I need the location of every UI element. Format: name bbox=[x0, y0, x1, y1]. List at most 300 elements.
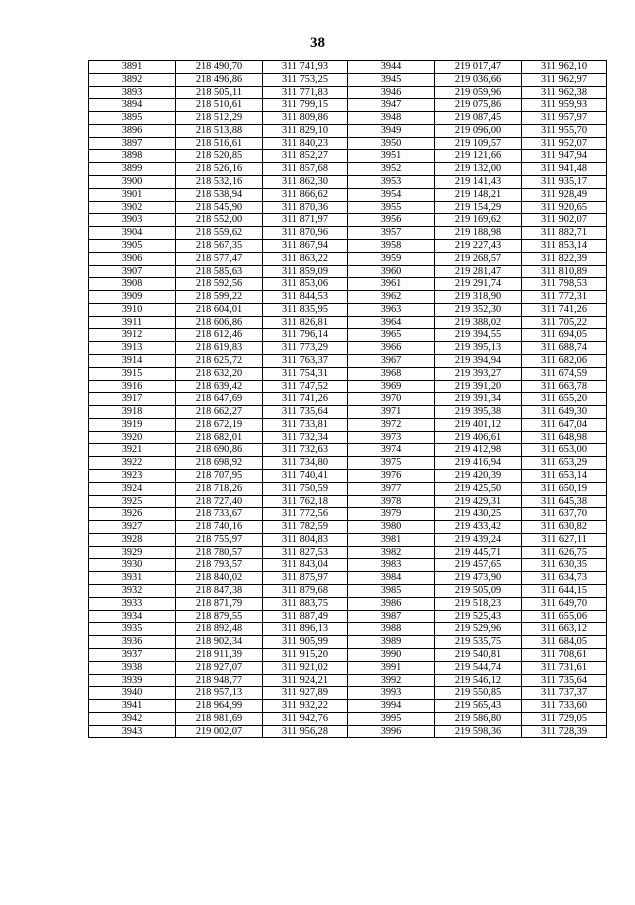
table-row bbox=[89, 188, 607, 201]
x-coordinate-cell: 219 132,00 bbox=[435, 163, 522, 176]
x-coordinate-cell: 218 690,86 bbox=[176, 444, 263, 457]
point-number-cell: 3942 bbox=[89, 712, 176, 725]
point-number-cell: 3949 bbox=[348, 124, 435, 137]
x-coordinate-cell: 219 565,43 bbox=[435, 700, 522, 713]
table-row bbox=[89, 227, 607, 240]
y-coordinate-cell: 311 859,09 bbox=[263, 265, 348, 278]
y-coordinate-cell: 311 962,10 bbox=[522, 61, 607, 74]
table-row bbox=[89, 252, 607, 265]
x-coordinate-cell: 218 639,42 bbox=[176, 380, 263, 393]
table-row bbox=[89, 431, 607, 444]
point-number-cell: 3910 bbox=[89, 303, 176, 316]
x-coordinate-cell: 219 457,65 bbox=[435, 559, 522, 572]
table-row bbox=[89, 687, 607, 700]
x-coordinate-cell: 219 473,90 bbox=[435, 572, 522, 585]
point-number-cell: 3900 bbox=[89, 176, 176, 189]
point-number-cell: 3928 bbox=[89, 533, 176, 546]
y-coordinate-cell: 311 962,38 bbox=[522, 86, 607, 99]
x-coordinate-cell: 218 510,61 bbox=[176, 99, 263, 112]
point-number-cell: 3895 bbox=[89, 112, 176, 125]
point-number-cell: 3980 bbox=[348, 521, 435, 534]
point-number-cell: 3982 bbox=[348, 546, 435, 559]
y-coordinate-cell: 311 694,05 bbox=[522, 329, 607, 342]
table-row bbox=[89, 725, 607, 738]
y-coordinate-cell: 311 866,62 bbox=[263, 188, 348, 201]
point-number-cell: 3937 bbox=[89, 648, 176, 661]
x-coordinate-cell: 219 406,61 bbox=[435, 431, 522, 444]
point-number-cell: 3931 bbox=[89, 572, 176, 585]
x-coordinate-cell: 219 420,39 bbox=[435, 470, 522, 483]
x-coordinate-cell: 219 109,57 bbox=[435, 137, 522, 150]
y-coordinate-cell: 311 649,30 bbox=[522, 406, 607, 419]
y-coordinate-cell: 311 753,25 bbox=[263, 73, 348, 86]
table-row bbox=[89, 150, 607, 163]
point-number-cell: 3918 bbox=[89, 406, 176, 419]
table-row bbox=[89, 508, 607, 521]
point-number-cell: 3938 bbox=[89, 661, 176, 674]
point-number-cell: 3963 bbox=[348, 303, 435, 316]
table-row bbox=[89, 124, 607, 137]
x-coordinate-cell: 218 662,27 bbox=[176, 406, 263, 419]
point-number-cell: 3933 bbox=[89, 597, 176, 610]
y-coordinate-cell: 311 810,89 bbox=[522, 265, 607, 278]
x-coordinate-cell: 218 682,01 bbox=[176, 431, 263, 444]
y-coordinate-cell: 311 772,56 bbox=[263, 508, 348, 521]
point-number-cell: 3969 bbox=[348, 380, 435, 393]
table-row bbox=[89, 86, 607, 99]
point-number-cell: 3898 bbox=[89, 150, 176, 163]
y-coordinate-cell: 311 782,59 bbox=[263, 521, 348, 534]
x-coordinate-cell: 218 559,62 bbox=[176, 227, 263, 240]
x-coordinate-cell: 218 599,22 bbox=[176, 291, 263, 304]
x-coordinate-cell: 218 964,99 bbox=[176, 700, 263, 713]
y-coordinate-cell: 311 649,70 bbox=[522, 597, 607, 610]
x-coordinate-cell: 218 577,47 bbox=[176, 252, 263, 265]
point-number-cell: 3929 bbox=[89, 546, 176, 559]
point-number-cell: 3961 bbox=[348, 278, 435, 291]
x-coordinate-cell: 219 525,43 bbox=[435, 610, 522, 623]
x-coordinate-cell: 218 718,26 bbox=[176, 482, 263, 495]
y-coordinate-cell: 311 645,38 bbox=[522, 495, 607, 508]
point-number-cell: 3941 bbox=[89, 700, 176, 713]
table-row bbox=[89, 712, 607, 725]
point-number-cell: 3904 bbox=[89, 227, 176, 240]
point-number-cell: 3936 bbox=[89, 636, 176, 649]
point-number-cell: 3903 bbox=[89, 214, 176, 227]
x-coordinate-cell: 218 490,70 bbox=[176, 61, 263, 74]
point-number-cell: 3986 bbox=[348, 597, 435, 610]
x-coordinate-cell: 218 957,13 bbox=[176, 687, 263, 700]
table-row bbox=[89, 444, 607, 457]
y-coordinate-cell: 311 763,37 bbox=[263, 354, 348, 367]
y-coordinate-cell: 311 655,20 bbox=[522, 393, 607, 406]
point-number-cell: 3944 bbox=[348, 61, 435, 74]
point-number-cell: 3992 bbox=[348, 674, 435, 687]
point-number-cell: 3977 bbox=[348, 482, 435, 495]
y-coordinate-cell: 311 663,12 bbox=[522, 623, 607, 636]
x-coordinate-cell: 219 518,23 bbox=[435, 597, 522, 610]
x-coordinate-cell: 218 902,34 bbox=[176, 636, 263, 649]
point-number-cell: 3943 bbox=[89, 725, 176, 738]
y-coordinate-cell: 311 708,61 bbox=[522, 648, 607, 661]
point-number-cell: 3974 bbox=[348, 444, 435, 457]
table-row bbox=[89, 316, 607, 329]
table-row bbox=[89, 303, 607, 316]
y-coordinate-cell: 311 870,36 bbox=[263, 201, 348, 214]
y-coordinate-cell: 311 870,96 bbox=[263, 227, 348, 240]
x-coordinate-cell: 218 780,57 bbox=[176, 546, 263, 559]
table-row bbox=[89, 354, 607, 367]
point-number-cell: 3957 bbox=[348, 227, 435, 240]
y-coordinate-cell: 311 896,13 bbox=[263, 623, 348, 636]
y-coordinate-cell: 311 735,64 bbox=[263, 406, 348, 419]
table-row bbox=[89, 546, 607, 559]
x-coordinate-cell: 218 847,38 bbox=[176, 585, 263, 598]
point-number-cell: 3915 bbox=[89, 367, 176, 380]
y-coordinate-cell: 311 729,05 bbox=[522, 712, 607, 725]
x-coordinate-cell: 218 755,97 bbox=[176, 533, 263, 546]
point-number-cell: 3965 bbox=[348, 329, 435, 342]
y-coordinate-cell: 311 773,29 bbox=[263, 342, 348, 355]
point-number-cell: 3932 bbox=[89, 585, 176, 598]
x-coordinate-cell: 219 598,36 bbox=[435, 725, 522, 738]
y-coordinate-cell: 311 798,53 bbox=[522, 278, 607, 291]
y-coordinate-cell: 311 835,95 bbox=[263, 303, 348, 316]
y-coordinate-cell: 311 799,15 bbox=[263, 99, 348, 112]
y-coordinate-cell: 311 942,76 bbox=[263, 712, 348, 725]
y-coordinate-cell: 311 747,52 bbox=[263, 380, 348, 393]
point-number-cell: 3893 bbox=[89, 86, 176, 99]
x-coordinate-cell: 219 169,62 bbox=[435, 214, 522, 227]
point-number-cell: 3973 bbox=[348, 431, 435, 444]
point-number-cell: 3950 bbox=[348, 137, 435, 150]
x-coordinate-cell: 219 141,43 bbox=[435, 176, 522, 189]
table-row bbox=[89, 623, 607, 636]
point-number-cell: 3914 bbox=[89, 354, 176, 367]
point-number-cell: 3892 bbox=[89, 73, 176, 86]
x-coordinate-cell: 219 401,12 bbox=[435, 418, 522, 431]
table-row bbox=[89, 470, 607, 483]
table-row bbox=[89, 73, 607, 86]
y-coordinate-cell: 311 853,06 bbox=[263, 278, 348, 291]
y-coordinate-cell: 311 732,34 bbox=[263, 431, 348, 444]
point-number-cell: 3902 bbox=[89, 201, 176, 214]
point-number-cell: 3911 bbox=[89, 316, 176, 329]
table-row bbox=[89, 329, 607, 342]
x-coordinate-cell: 218 513,88 bbox=[176, 124, 263, 137]
point-number-cell: 3981 bbox=[348, 533, 435, 546]
x-coordinate-cell: 219 148,21 bbox=[435, 188, 522, 201]
x-coordinate-cell: 218 567,35 bbox=[176, 239, 263, 252]
table-row bbox=[89, 278, 607, 291]
y-coordinate-cell: 311 956,28 bbox=[263, 725, 348, 738]
y-coordinate-cell: 311 882,71 bbox=[522, 227, 607, 240]
x-coordinate-cell: 219 544,74 bbox=[435, 661, 522, 674]
x-coordinate-cell: 219 154,29 bbox=[435, 201, 522, 214]
x-coordinate-cell: 218 672,19 bbox=[176, 418, 263, 431]
table-row bbox=[89, 559, 607, 572]
x-coordinate-cell: 218 619,83 bbox=[176, 342, 263, 355]
point-number-cell: 3995 bbox=[348, 712, 435, 725]
x-coordinate-cell: 219 121,66 bbox=[435, 150, 522, 163]
y-coordinate-cell: 311 750,59 bbox=[263, 482, 348, 495]
y-coordinate-cell: 311 941,48 bbox=[522, 163, 607, 176]
point-number-cell: 3966 bbox=[348, 342, 435, 355]
page-number: 38 bbox=[310, 35, 325, 51]
y-coordinate-cell: 311 737,37 bbox=[522, 687, 607, 700]
point-number-cell: 3947 bbox=[348, 99, 435, 112]
table-row bbox=[89, 495, 607, 508]
table-row bbox=[89, 661, 607, 674]
point-number-cell: 3946 bbox=[348, 86, 435, 99]
table-row bbox=[89, 163, 607, 176]
table-row bbox=[89, 61, 607, 74]
x-coordinate-cell: 219 429,31 bbox=[435, 495, 522, 508]
x-coordinate-cell: 218 532,16 bbox=[176, 176, 263, 189]
x-coordinate-cell: 219 540,81 bbox=[435, 648, 522, 661]
y-coordinate-cell: 311 920,65 bbox=[522, 201, 607, 214]
point-number-cell: 3968 bbox=[348, 367, 435, 380]
table-row bbox=[89, 342, 607, 355]
table-row bbox=[89, 648, 607, 661]
table-row bbox=[89, 393, 607, 406]
y-coordinate-cell: 311 826,81 bbox=[263, 316, 348, 329]
y-coordinate-cell: 311 840,23 bbox=[263, 137, 348, 150]
y-coordinate-cell: 311 822,39 bbox=[522, 252, 607, 265]
point-number-cell: 3979 bbox=[348, 508, 435, 521]
y-coordinate-cell: 311 732,63 bbox=[263, 444, 348, 457]
x-coordinate-cell: 218 592,56 bbox=[176, 278, 263, 291]
x-coordinate-cell: 219 291,74 bbox=[435, 278, 522, 291]
y-coordinate-cell: 311 637,70 bbox=[522, 508, 607, 521]
x-coordinate-cell: 219 586,80 bbox=[435, 712, 522, 725]
point-number-cell: 3935 bbox=[89, 623, 176, 636]
point-number-cell: 3916 bbox=[89, 380, 176, 393]
point-number-cell: 3922 bbox=[89, 457, 176, 470]
point-number-cell: 3994 bbox=[348, 700, 435, 713]
y-coordinate-cell: 311 754,31 bbox=[263, 367, 348, 380]
point-number-cell: 3901 bbox=[89, 188, 176, 201]
point-number-cell: 3921 bbox=[89, 444, 176, 457]
table-row bbox=[89, 636, 607, 649]
x-coordinate-cell: 218 927,07 bbox=[176, 661, 263, 674]
x-coordinate-cell: 219 439,24 bbox=[435, 533, 522, 546]
table-row bbox=[89, 99, 607, 112]
x-coordinate-cell: 219 416,94 bbox=[435, 457, 522, 470]
x-coordinate-cell: 218 612,46 bbox=[176, 329, 263, 342]
point-number-cell: 3962 bbox=[348, 291, 435, 304]
point-number-cell: 3905 bbox=[89, 239, 176, 252]
y-coordinate-cell: 311 857,68 bbox=[263, 163, 348, 176]
point-number-cell: 3956 bbox=[348, 214, 435, 227]
table-row bbox=[89, 214, 607, 227]
point-number-cell: 3939 bbox=[89, 674, 176, 687]
point-number-cell: 3930 bbox=[89, 559, 176, 572]
x-coordinate-cell: 219 268,57 bbox=[435, 252, 522, 265]
y-coordinate-cell: 311 741,26 bbox=[522, 303, 607, 316]
y-coordinate-cell: 311 650,19 bbox=[522, 482, 607, 495]
table-row bbox=[89, 176, 607, 189]
table-row bbox=[89, 265, 607, 278]
y-coordinate-cell: 311 867,94 bbox=[263, 239, 348, 252]
y-coordinate-cell: 311 927,89 bbox=[263, 687, 348, 700]
point-number-cell: 3934 bbox=[89, 610, 176, 623]
y-coordinate-cell: 311 809,86 bbox=[263, 112, 348, 125]
point-number-cell: 3908 bbox=[89, 278, 176, 291]
y-coordinate-cell: 311 902,07 bbox=[522, 214, 607, 227]
x-coordinate-cell: 219 388,02 bbox=[435, 316, 522, 329]
y-coordinate-cell: 311 924,21 bbox=[263, 674, 348, 687]
point-number-cell: 3897 bbox=[89, 137, 176, 150]
point-number-cell: 3993 bbox=[348, 687, 435, 700]
y-coordinate-cell: 311 653,14 bbox=[522, 470, 607, 483]
x-coordinate-cell: 219 412,98 bbox=[435, 444, 522, 457]
point-number-cell: 3985 bbox=[348, 585, 435, 598]
x-coordinate-cell: 218 840,02 bbox=[176, 572, 263, 585]
x-coordinate-cell: 219 425,50 bbox=[435, 482, 522, 495]
x-coordinate-cell: 218 516,61 bbox=[176, 137, 263, 150]
y-coordinate-cell: 311 655,06 bbox=[522, 610, 607, 623]
y-coordinate-cell: 311 796,14 bbox=[263, 329, 348, 342]
point-number-cell: 3913 bbox=[89, 342, 176, 355]
point-number-cell: 3971 bbox=[348, 406, 435, 419]
y-coordinate-cell: 311 871,97 bbox=[263, 214, 348, 227]
x-coordinate-cell: 219 433,42 bbox=[435, 521, 522, 534]
point-number-cell: 3967 bbox=[348, 354, 435, 367]
x-coordinate-cell: 219 281,47 bbox=[435, 265, 522, 278]
table-row bbox=[89, 521, 607, 534]
x-coordinate-cell: 219 096,00 bbox=[435, 124, 522, 137]
point-number-cell: 3987 bbox=[348, 610, 435, 623]
point-number-cell: 3952 bbox=[348, 163, 435, 176]
table-row bbox=[89, 112, 607, 125]
y-coordinate-cell: 311 688,74 bbox=[522, 342, 607, 355]
point-number-cell: 3960 bbox=[348, 265, 435, 278]
x-coordinate-cell: 218 892,48 bbox=[176, 623, 263, 636]
x-coordinate-cell: 218 727,40 bbox=[176, 495, 263, 508]
y-coordinate-cell: 311 734,80 bbox=[263, 457, 348, 470]
x-coordinate-cell: 219 352,30 bbox=[435, 303, 522, 316]
x-coordinate-cell: 218 793,57 bbox=[176, 559, 263, 572]
point-number-cell: 3925 bbox=[89, 495, 176, 508]
x-coordinate-cell: 218 625,72 bbox=[176, 354, 263, 367]
x-coordinate-cell: 219 394,94 bbox=[435, 354, 522, 367]
x-coordinate-cell: 219 395,38 bbox=[435, 406, 522, 419]
point-number-cell: 3917 bbox=[89, 393, 176, 406]
x-coordinate-cell: 218 552,00 bbox=[176, 214, 263, 227]
x-coordinate-cell: 218 698,92 bbox=[176, 457, 263, 470]
x-coordinate-cell: 219 529,96 bbox=[435, 623, 522, 636]
x-coordinate-cell: 219 535,75 bbox=[435, 636, 522, 649]
point-number-cell: 3984 bbox=[348, 572, 435, 585]
x-coordinate-cell: 219 391,20 bbox=[435, 380, 522, 393]
point-number-cell: 3988 bbox=[348, 623, 435, 636]
table-row bbox=[89, 482, 607, 495]
y-coordinate-cell: 311 921,02 bbox=[263, 661, 348, 674]
x-coordinate-cell: 219 017,47 bbox=[435, 61, 522, 74]
point-number-cell: 3906 bbox=[89, 252, 176, 265]
y-coordinate-cell: 311 674,59 bbox=[522, 367, 607, 380]
x-coordinate-cell: 219 227,43 bbox=[435, 239, 522, 252]
x-coordinate-cell: 218 911,39 bbox=[176, 648, 263, 661]
point-number-cell: 3945 bbox=[348, 73, 435, 86]
y-coordinate-cell: 311 647,04 bbox=[522, 418, 607, 431]
point-number-cell: 3899 bbox=[89, 163, 176, 176]
y-coordinate-cell: 311 741,26 bbox=[263, 393, 348, 406]
x-coordinate-cell: 219 391,34 bbox=[435, 393, 522, 406]
point-number-cell: 3953 bbox=[348, 176, 435, 189]
point-number-cell: 3955 bbox=[348, 201, 435, 214]
table-row bbox=[89, 418, 607, 431]
y-coordinate-cell: 311 928,49 bbox=[522, 188, 607, 201]
point-number-cell: 3907 bbox=[89, 265, 176, 278]
point-number-cell: 3894 bbox=[89, 99, 176, 112]
table-row bbox=[89, 597, 607, 610]
y-coordinate-cell: 311 630,82 bbox=[522, 521, 607, 534]
point-number-cell: 3912 bbox=[89, 329, 176, 342]
point-number-cell: 3958 bbox=[348, 239, 435, 252]
x-coordinate-cell: 218 512,29 bbox=[176, 112, 263, 125]
x-coordinate-cell: 219 394,55 bbox=[435, 329, 522, 342]
table-row bbox=[89, 137, 607, 150]
x-coordinate-cell: 219 546,12 bbox=[435, 674, 522, 687]
y-coordinate-cell: 311 733,81 bbox=[263, 418, 348, 431]
x-coordinate-cell: 219 505,09 bbox=[435, 585, 522, 598]
table-row bbox=[89, 572, 607, 585]
point-number-cell: 3891 bbox=[89, 61, 176, 74]
y-coordinate-cell: 311 959,93 bbox=[522, 99, 607, 112]
y-coordinate-cell: 311 653,00 bbox=[522, 444, 607, 457]
y-coordinate-cell: 311 962,97 bbox=[522, 73, 607, 86]
y-coordinate-cell: 311 952,07 bbox=[522, 137, 607, 150]
x-coordinate-cell: 219 002,07 bbox=[176, 725, 263, 738]
point-number-cell: 3976 bbox=[348, 470, 435, 483]
x-coordinate-cell: 219 188,98 bbox=[435, 227, 522, 240]
point-number-cell: 3926 bbox=[89, 508, 176, 521]
point-number-cell: 3920 bbox=[89, 431, 176, 444]
y-coordinate-cell: 311 728,39 bbox=[522, 725, 607, 738]
y-coordinate-cell: 311 648,98 bbox=[522, 431, 607, 444]
y-coordinate-cell: 311 875,97 bbox=[263, 572, 348, 585]
y-coordinate-cell: 311 879,68 bbox=[263, 585, 348, 598]
point-number-cell: 3919 bbox=[89, 418, 176, 431]
x-coordinate-cell: 219 318,90 bbox=[435, 291, 522, 304]
y-coordinate-cell: 311 862,30 bbox=[263, 176, 348, 189]
x-coordinate-cell: 218 545,90 bbox=[176, 201, 263, 214]
table-row bbox=[89, 291, 607, 304]
x-coordinate-cell: 219 075,86 bbox=[435, 99, 522, 112]
y-coordinate-cell: 311 684,05 bbox=[522, 636, 607, 649]
y-coordinate-cell: 311 804,83 bbox=[263, 533, 348, 546]
x-coordinate-cell: 218 647,69 bbox=[176, 393, 263, 406]
y-coordinate-cell: 311 634,73 bbox=[522, 572, 607, 585]
x-coordinate-cell: 219 445,71 bbox=[435, 546, 522, 559]
x-coordinate-cell: 218 585,63 bbox=[176, 265, 263, 278]
y-coordinate-cell: 311 827,53 bbox=[263, 546, 348, 559]
y-coordinate-cell: 311 731,61 bbox=[522, 661, 607, 674]
y-coordinate-cell: 311 741,93 bbox=[263, 61, 348, 74]
y-coordinate-cell: 311 627,11 bbox=[522, 533, 607, 546]
x-coordinate-cell: 218 981,69 bbox=[176, 712, 263, 725]
y-coordinate-cell: 311 915,20 bbox=[263, 648, 348, 661]
point-number-cell: 3975 bbox=[348, 457, 435, 470]
x-coordinate-cell: 218 520,85 bbox=[176, 150, 263, 163]
x-coordinate-cell: 219 550,85 bbox=[435, 687, 522, 700]
y-coordinate-cell: 311 653,29 bbox=[522, 457, 607, 470]
point-number-cell: 3927 bbox=[89, 521, 176, 534]
x-coordinate-cell: 218 871,79 bbox=[176, 597, 263, 610]
x-coordinate-cell: 218 606,86 bbox=[176, 316, 263, 329]
